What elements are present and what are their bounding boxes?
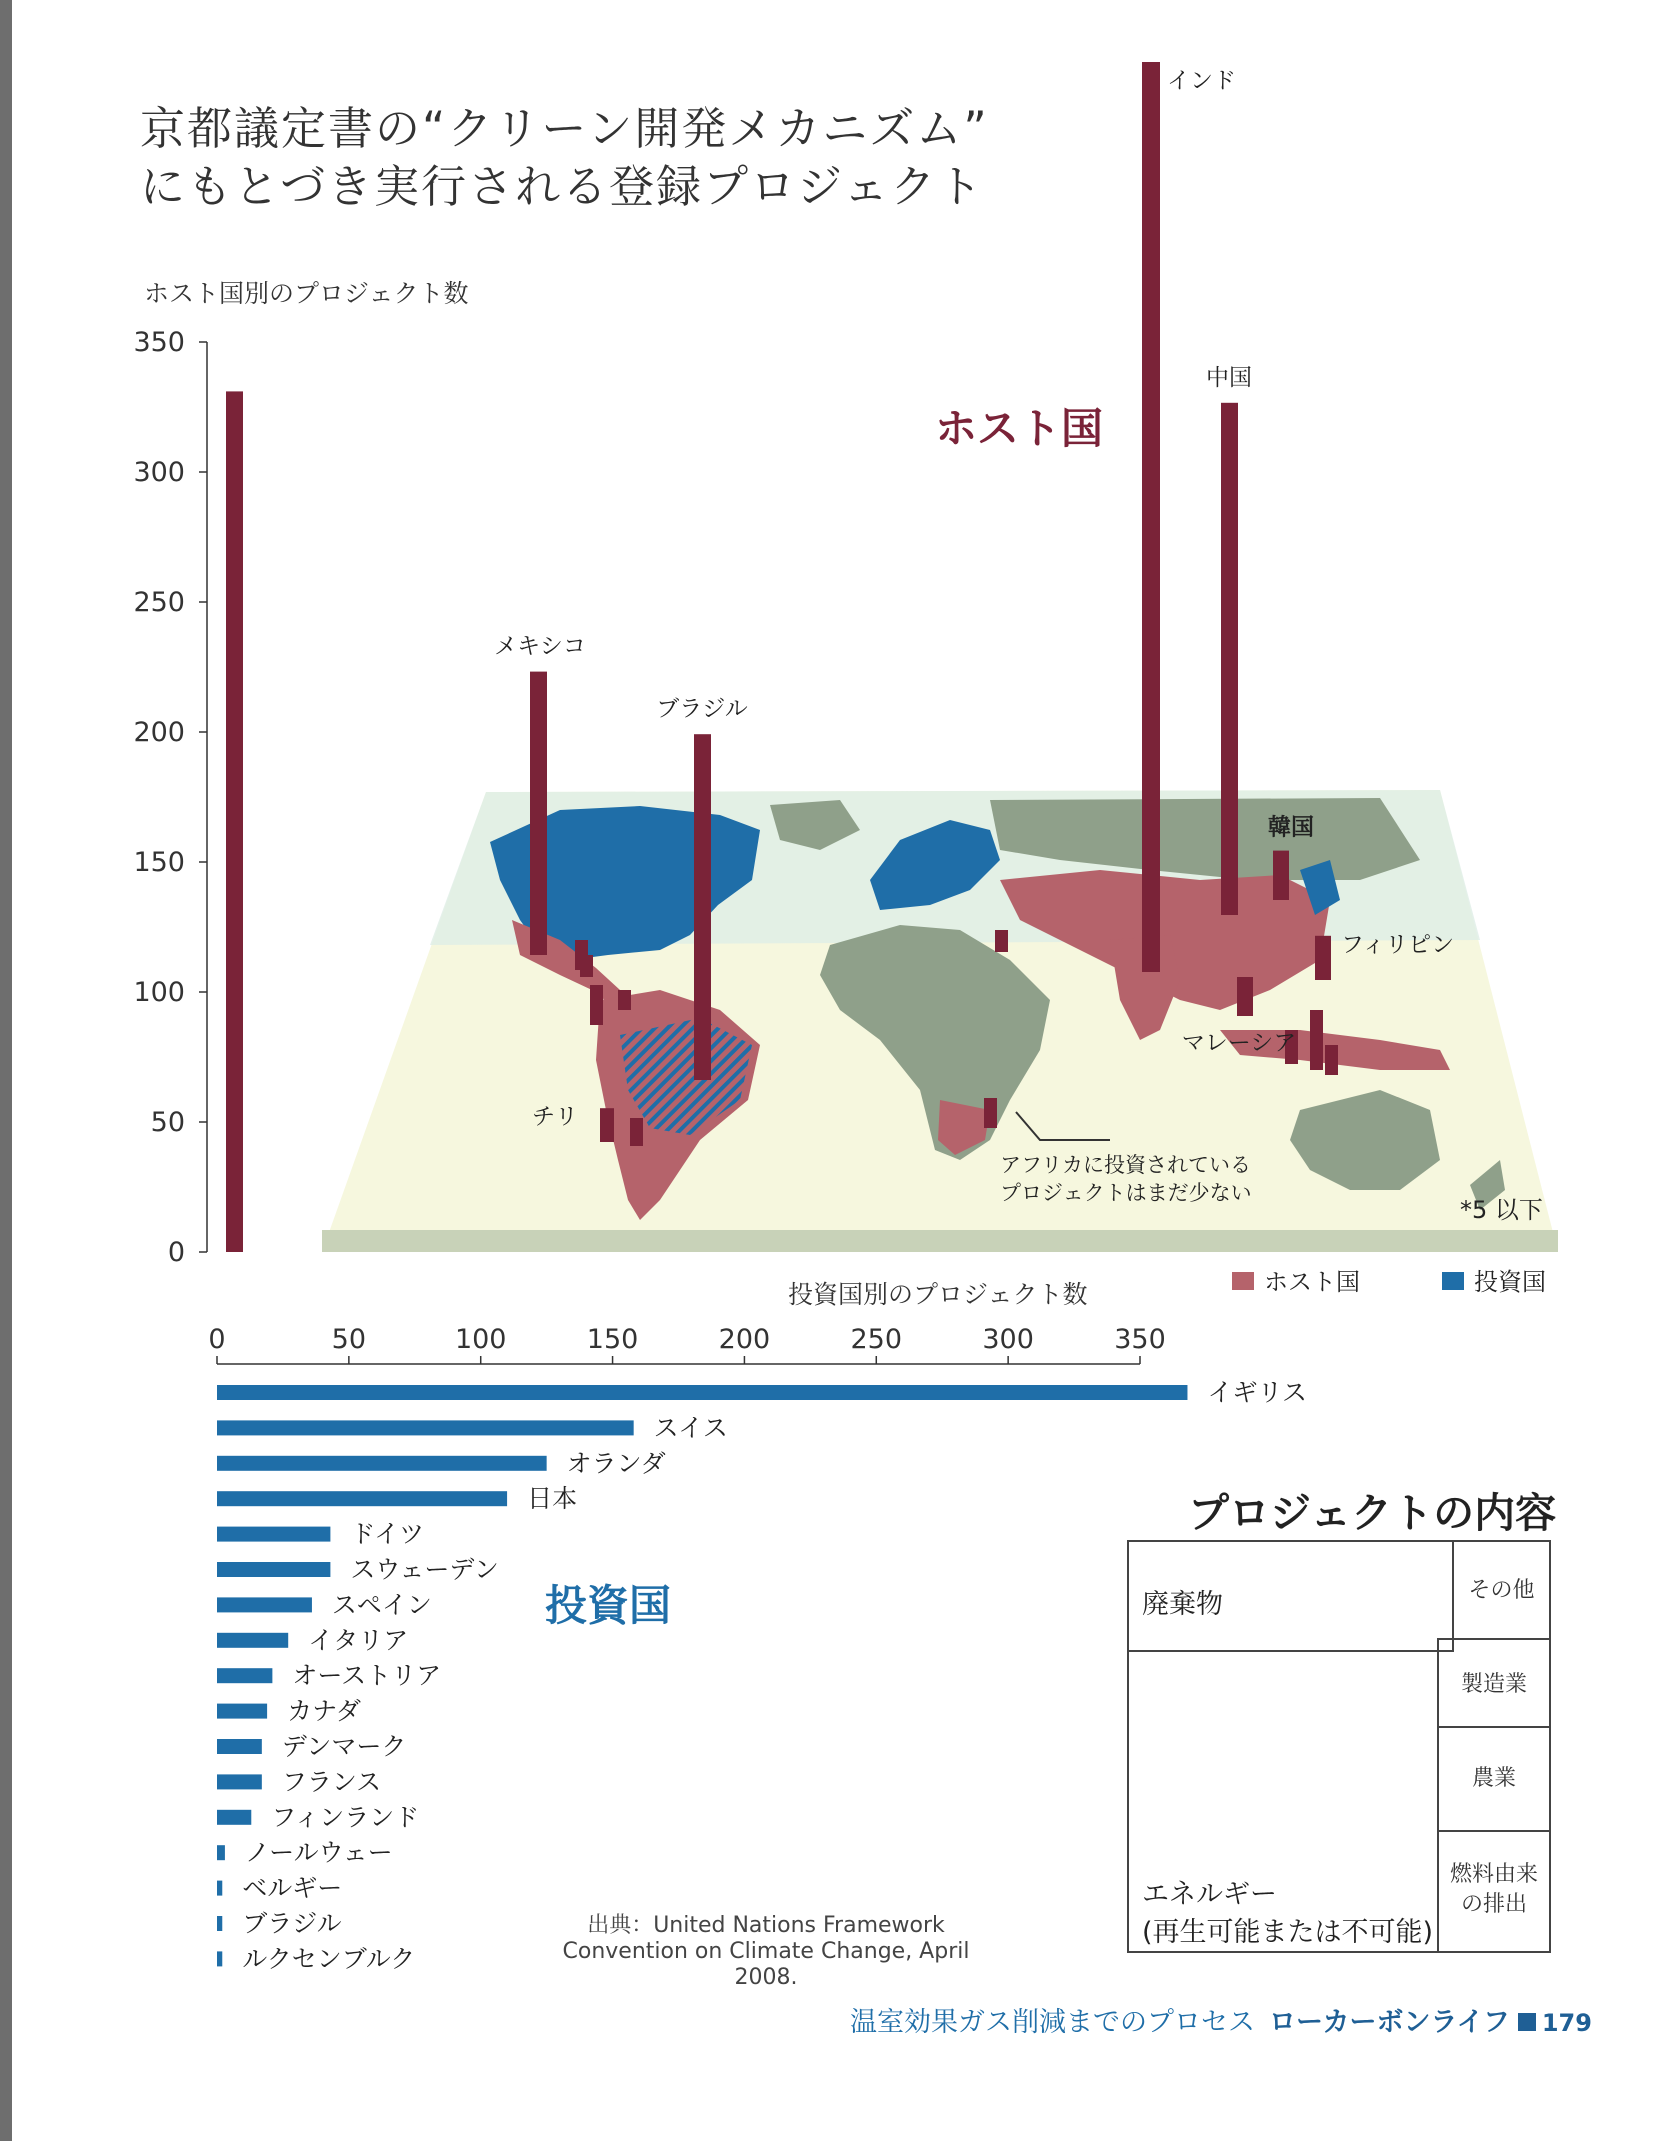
footer-square-icon: [1518, 2013, 1536, 2031]
invest-bar-label: ドイツ: [350, 1519, 425, 1549]
host-bar-label: インド: [1167, 68, 1236, 94]
small-note: *5 以下: [1460, 1196, 1543, 1224]
host-minor-bar: [630, 1118, 643, 1146]
invest-bar: [217, 1704, 267, 1719]
content-waste-label: 廃棄物: [1142, 1589, 1223, 1620]
host-tick-label: 100: [133, 977, 185, 1008]
host-tick-label: 300: [133, 457, 185, 488]
note-line-2: プロジェクトはまだ少ない: [1000, 1181, 1252, 1205]
host-bar: [530, 672, 547, 955]
content-energy-label-2: (再生可能または不可能): [1142, 1917, 1434, 1948]
host-bar-label: 中国: [1206, 364, 1252, 391]
invest-bar-label: デンマーク: [281, 1732, 407, 1761]
invest-bar-label: スイス: [653, 1413, 728, 1443]
host-tick-label: 0: [167, 1237, 185, 1268]
invest-tick-label: 100: [454, 1324, 507, 1355]
invest-bar-label: カナダ: [287, 1696, 361, 1726]
invest-bar: [217, 1527, 330, 1542]
invest-tick-label: 350: [1114, 1324, 1166, 1355]
invest-bar: [217, 1562, 330, 1577]
invest-bar-label: イタリア: [308, 1625, 409, 1655]
content-agriculture-label: 農業: [1471, 1766, 1516, 1791]
host-minor-bar: [1325, 1045, 1338, 1075]
invest-bar-label: オランダ: [566, 1448, 666, 1478]
host-bar: [1237, 977, 1253, 1016]
host-tick-label: 250: [133, 587, 185, 618]
host-bar: [1315, 936, 1331, 980]
page-footer: [850, 2000, 1592, 2039]
host-bar-label: 韓国: [1268, 814, 1314, 841]
invest-tick-label: 0: [208, 1324, 226, 1355]
legend-host-label: ホスト国: [1264, 1268, 1360, 1296]
host-minor-bar: [618, 990, 631, 1010]
invest-bar: [217, 1456, 547, 1471]
footer-section: 温室効果ガス削減までのプロセス: [850, 2007, 1255, 2038]
host-minor-bar: [995, 930, 1008, 952]
invest-bar-label: スペイン: [331, 1590, 432, 1620]
invest-tick-label: 50: [331, 1324, 367, 1355]
invest-tick-label: 250: [850, 1324, 903, 1355]
legend-invest-swatch: [1442, 1272, 1464, 1290]
invest-bar: [217, 1597, 312, 1612]
invest-bar-label: ノールウェー: [244, 1838, 393, 1868]
invest-bar-label: 日本: [527, 1484, 578, 1514]
source-line-1: 出典：United Nations Framework: [587, 1913, 945, 1938]
host-bar: [226, 391, 243, 1252]
legend-invest-label: 投資国: [1474, 1268, 1546, 1296]
host-tick-label: 150: [133, 847, 185, 878]
invest-bar: [217, 1881, 222, 1896]
invest-bar-label: ベルギー: [242, 1873, 343, 1903]
content-manufacturing-label: 製造業: [1460, 1672, 1527, 1697]
host-bar-label: フィリピン: [1341, 931, 1455, 958]
page-number: 179: [1541, 2009, 1592, 2037]
source-line-2: Convention on Climate Change, April 2008.: [562, 1939, 970, 1990]
host-bar: [1273, 851, 1289, 900]
content-fuel-label-1: 燃料由来: [1449, 1862, 1538, 1887]
source-note: [536, 1913, 996, 1991]
invest-bar: [217, 1845, 225, 1860]
host-tick-label: 350: [133, 327, 185, 358]
invest-bar-label: オーストリア: [292, 1661, 442, 1691]
title-line-1: 京都議定書の“クリーン開発メカニズム”: [140, 102, 989, 155]
host-bar: [1221, 403, 1238, 915]
invest-tick-label: 200: [718, 1324, 771, 1355]
host-bar-label: ブラジル: [656, 696, 748, 723]
host-tick-label: 200: [133, 717, 185, 748]
invest-heading: 投資国: [545, 1581, 672, 1630]
invest-axis-label: 投資国別のプロジェクト数: [788, 1280, 1088, 1309]
invest-bar: [217, 1951, 222, 1966]
world-map: [322, 790, 1558, 1252]
content-title: プロジェクトの内容: [1188, 1489, 1557, 1537]
host-minor-bar: [1310, 1010, 1323, 1070]
content-energy-label-1: エネルギー: [1142, 1879, 1277, 1910]
invest-bar: [217, 1491, 507, 1506]
invest-bar: [217, 1633, 288, 1648]
title-line-2: にもとづき実行される登録プロジェクト: [140, 160, 985, 213]
host-heading: ホスト国: [935, 404, 1104, 453]
legend-host-swatch: [1232, 1272, 1254, 1290]
note-line-1: アフリカに投資されている: [1000, 1153, 1251, 1177]
invest-bar: [217, 1810, 251, 1825]
invest-bar: [217, 1668, 272, 1683]
invest-bar-label: イギリス: [1207, 1378, 1307, 1407]
host-bar-label: チリ: [532, 1104, 578, 1131]
invest-x-axis: [208, 1324, 1165, 1364]
host-bar: [694, 734, 711, 1080]
invest-tick-label: 150: [586, 1324, 639, 1355]
host-tick-label: 50: [150, 1107, 185, 1138]
invest-bar-label: フランス: [281, 1767, 382, 1797]
host-minor-bar: [580, 955, 593, 977]
map-base-strip: [322, 1230, 1558, 1252]
invest-bar-label: ブラジル: [242, 1909, 342, 1938]
invest-bar: [217, 1916, 222, 1931]
host-minor-bar: [984, 1098, 997, 1128]
host-bar: [1142, 62, 1160, 972]
host-bar-label: メキシコ: [494, 633, 586, 660]
host-y-axis: [133, 327, 207, 1268]
invest-bar: [217, 1420, 634, 1435]
invest-bar-label: スウェーデン: [350, 1555, 499, 1584]
content-other-label: その他: [1468, 1578, 1535, 1603]
invest-bar-label: フィンランド: [271, 1802, 420, 1832]
footer-book: ローカーボンライフ: [1269, 2007, 1510, 2038]
host-minor-bar: [590, 985, 603, 1025]
host-bar: [600, 1108, 614, 1142]
host-axis-label: ホスト国別のプロジェクト数: [144, 279, 469, 308]
invest-bar: [217, 1739, 262, 1754]
invest-bar: [217, 1385, 1187, 1400]
invest-tick-label: 300: [982, 1324, 1034, 1355]
host-bar-label: マレーシア: [1181, 1030, 1297, 1056]
invest-bar: [217, 1774, 262, 1789]
invest-bar-label: ルクセンブルク: [242, 1944, 416, 1974]
legend: [1232, 1268, 1546, 1296]
content-fuel-label-2: の排出: [1460, 1892, 1527, 1917]
